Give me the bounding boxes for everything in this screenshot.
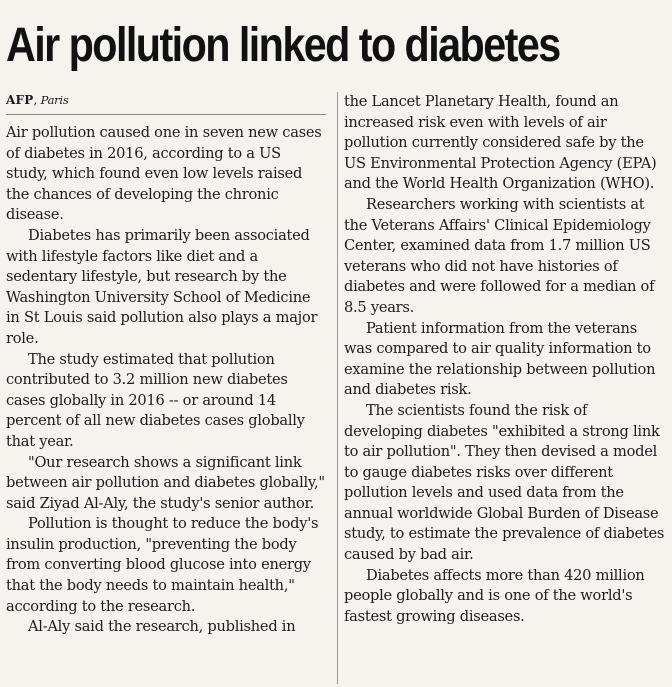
- paragraph: Researchers working with scientists at the Veterans Affairs' Clinical Epidemiology Center, examined data from 1.7 million US veterans who did not have histories of diabetes and were followed for a median of 8.5 years.: [344, 195, 655, 316]
- byline-city: Paris: [40, 93, 69, 107]
- paragraph: Pollution is thought to reduce the body's insulin production, "preventing the body from converting blood glucose into energy that the body needs to maintain health," according to the research.: [6, 515, 319, 615]
- paragraph: Air pollution caused one in seven new cases of diabetes in 2016, according to a US study, which found even low levels raised the chances of developing the chronic disease.: [6, 124, 322, 224]
- paragraph: Patient information from the veterans was compared to air quality information to examine the relationship between pollution and diabetes risk.: [344, 319, 656, 399]
- column-divider: [337, 92, 338, 684]
- paragraph: The study estimated that pollution contributed to 3.2 million new diabetes cases globally in 2016 -- or around 14 percent of all new diabetes cases globally that year.: [6, 350, 305, 450]
- paragraph: Diabetes has primarily been associated with lifestyle factors like diet and a sedentary lifestyle, but research by the Washington University School of Medicine in St Louis said pollution also plays a major role.: [6, 226, 318, 347]
- paragraph: Al-Aly said the research, published in: [28, 618, 296, 636]
- paragraph-continued: the Lancet Planetary Health, found an increased risk even with levels of air pollution currently considered safe by the US Environmental Protection Agency (EPA) and the World Health Organization (WHO).: [344, 93, 657, 193]
- right-column: [344, 92, 666, 684]
- paragraph: Diabetes affects more than 420 million people globally and is one of the world's fastest growing diseases.: [344, 566, 645, 625]
- headline: Air pollution linked to diabetes: [6, 19, 560, 72]
- byline-separator: ,: [33, 93, 41, 107]
- paragraph: "Our research shows a significant link between air pollution and diabetes globally," said Ziyad Al-Aly, the study's senior author.: [6, 453, 325, 512]
- left-column: [6, 92, 326, 684]
- paragraph: The scientists found the risk of developing diabetes "exhibited a strong link to air pollution". They then devised a model to gauge diabetes risks over different pollution levels and used data from the annual worldwide Global Burden of Disease study, to estimate the prevalence of diabetes caused by bad air.: [344, 401, 665, 564]
- byline: [6, 92, 326, 115]
- article-body: [6, 92, 666, 684]
- byline-agency: AFP: [6, 93, 34, 107]
